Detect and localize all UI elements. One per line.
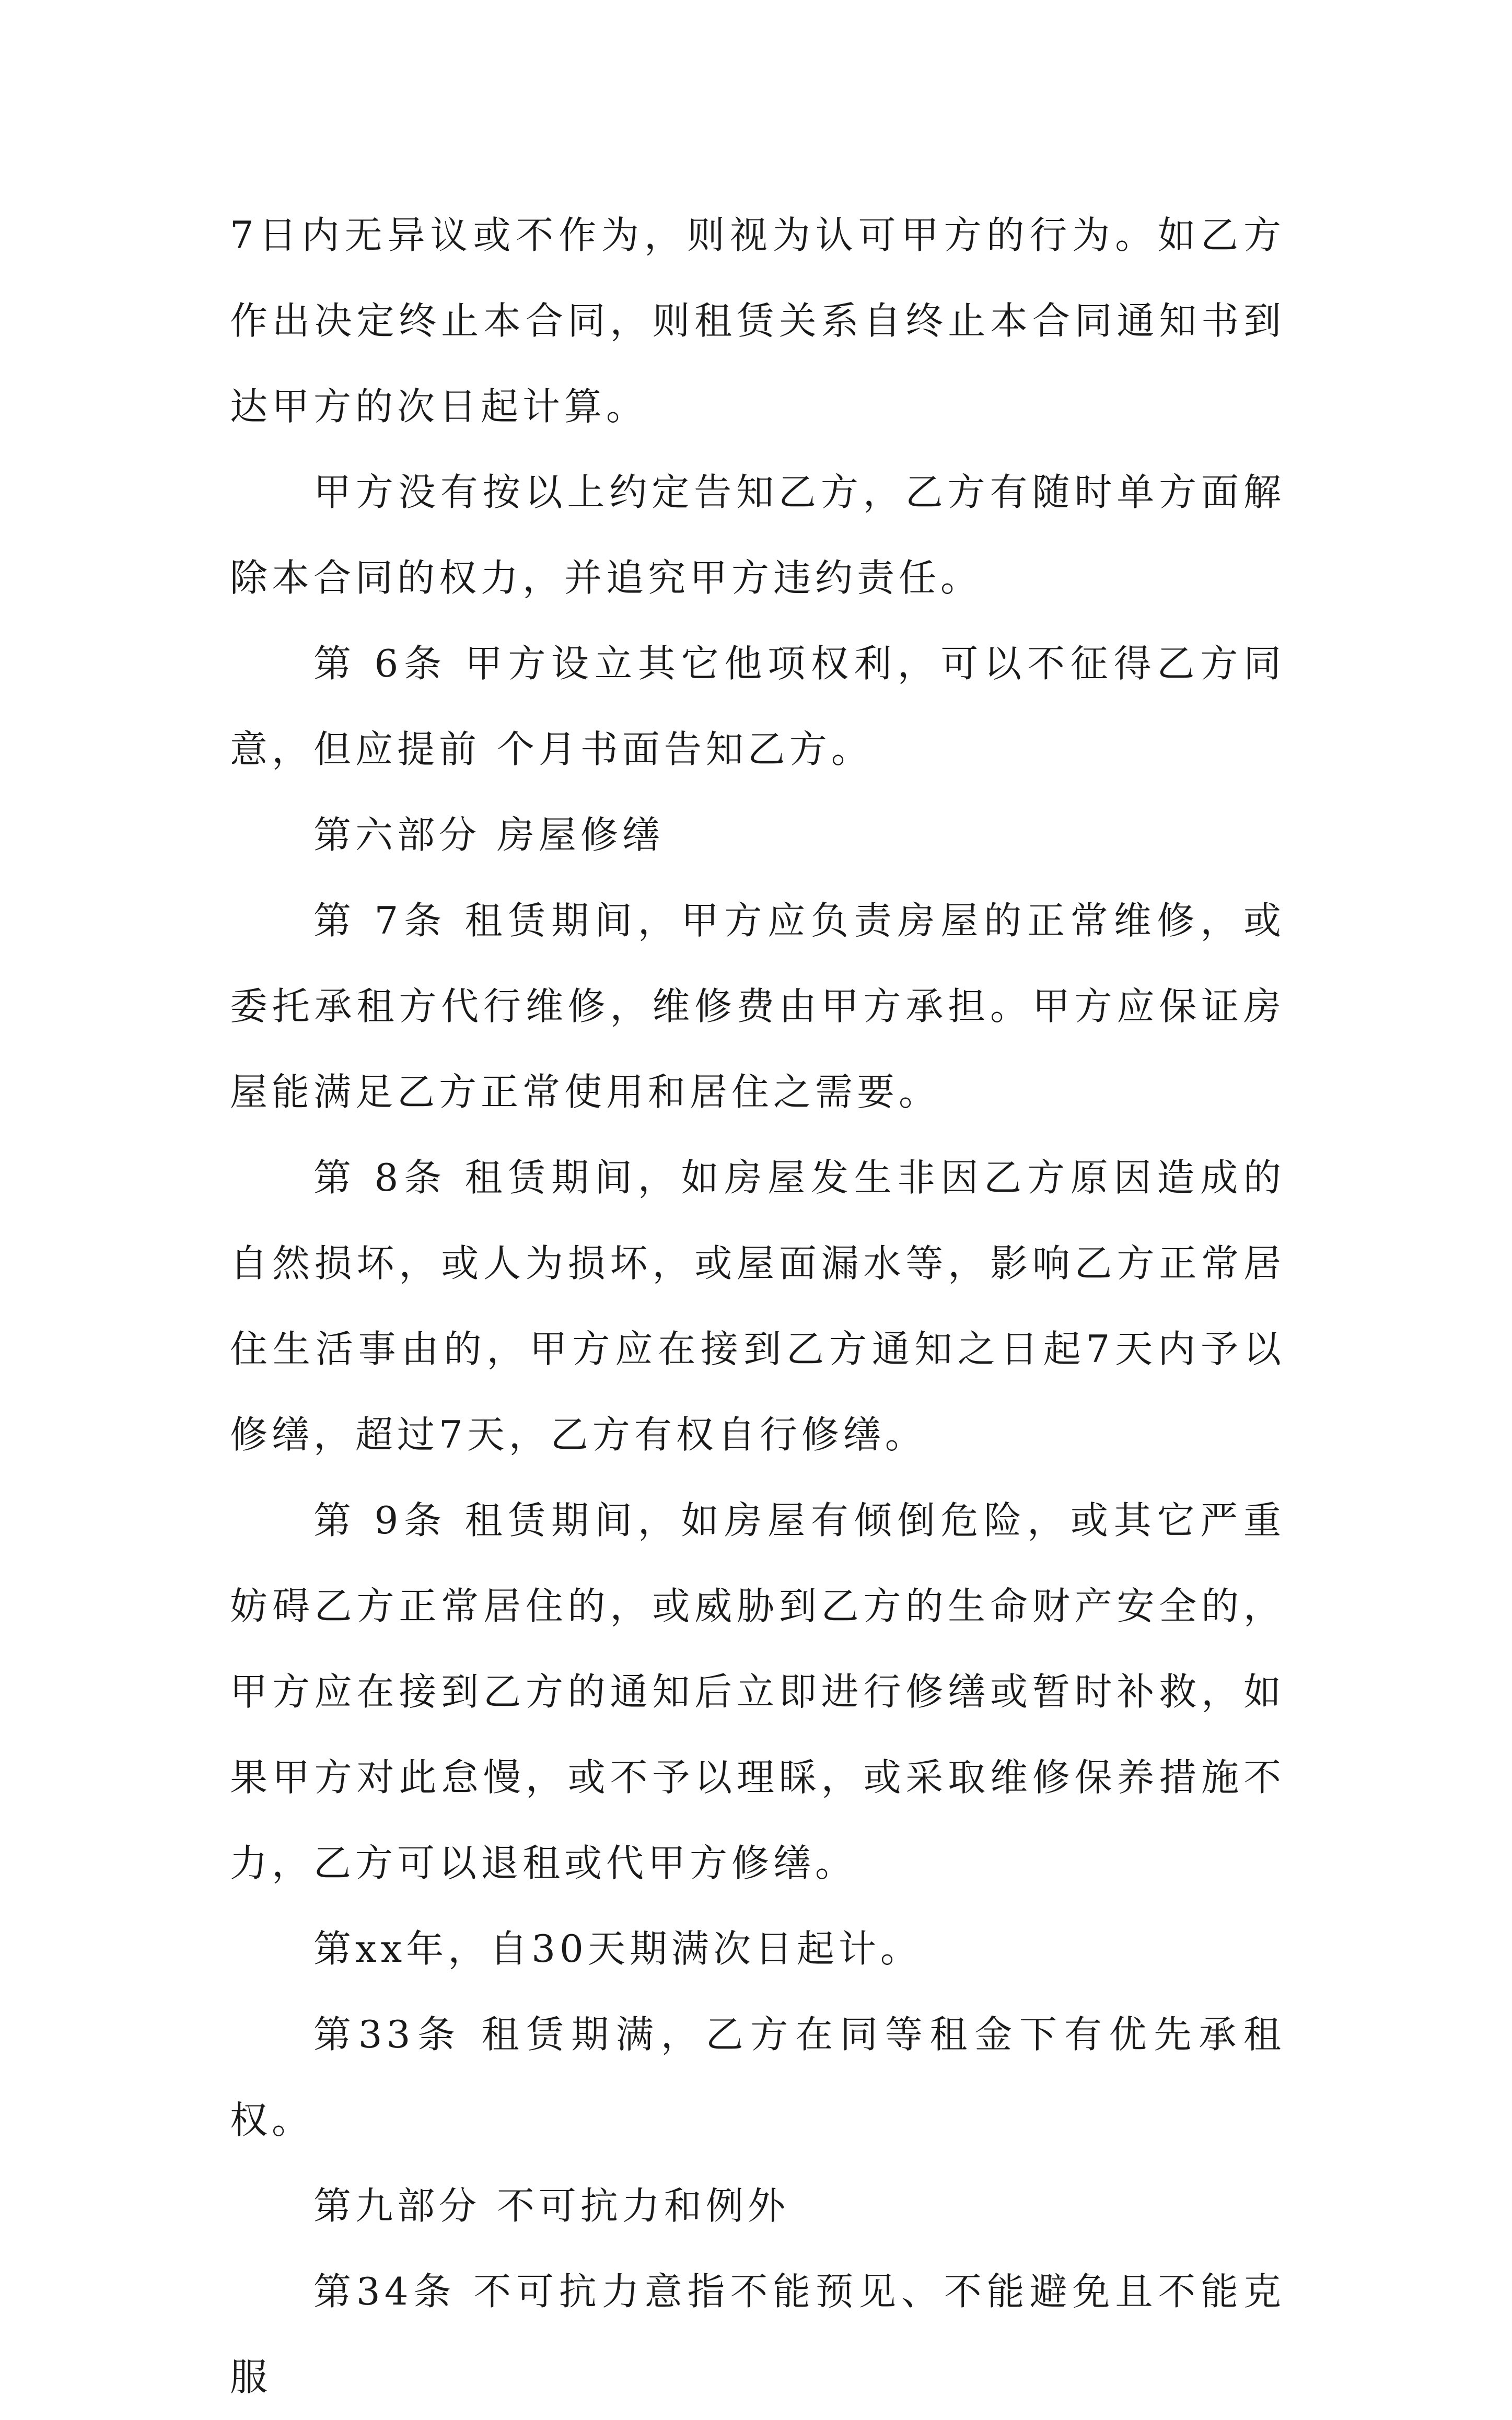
- paragraph-continuation: 7日内无异议或不作为，则视为认可甲方的行为。如乙方作出决定终止本合同，则租赁关系自终止本合同通知书到达甲方的次日起计算。: [230, 213, 1285, 428]
- section-heading-force-majeure: 第九部分 不可抗力和例外: [313, 2184, 789, 2228]
- paragraph-article-6: 第 6条 甲方设立其它他项权利，可以不征得乙方同意，但应提前 个月书面告知乙方。: [230, 642, 1285, 771]
- document-body: [230, 192, 1285, 2420]
- paragraph-article-8: 第 8条 租赁期间，如房屋发生非因乙方原因造成的自然损坏，或人为损坏，或屋面漏水等，影响乙方正常居住生活事由的，甲方应在接到乙方通知之日起7天内予以修缮，超过7天，乙方有权自行修缮。: [230, 1156, 1285, 1457]
- paragraph-article-34: 第34条 不可抗力意指不能预见、不能避免且不能克服: [230, 2270, 1285, 2399]
- paragraph-term-year: 第xx年，自30天期满次日起计。: [313, 1927, 922, 1971]
- section-heading-repairs: 第六部分 房屋修缮: [313, 813, 664, 857]
- paragraph-notice-clause: 甲方没有按以上约定告知乙方，乙方有随时单方面解除本合同的权力，并追究甲方违约责任。: [230, 470, 1285, 600]
- paragraph-article-33: 第33条 租赁期满，乙方在同等租金下有优先承租权。: [230, 2012, 1285, 2142]
- paragraph-article-7: 第 7条 租赁期间，甲方应负责房屋的正常维修，或委托承租方代行维修，维修费由甲方承担。甲方应保证房屋能满足乙方正常使用和居住之需要。: [230, 899, 1285, 1114]
- paragraph-article-9: 第 9条 租赁期间，如房屋有倾倒危险，或其它严重妨碍乙方正常居住的，或威胁到乙方的生命财产安全的，甲方应在接到乙方的通知后立即进行修缮或暂时补救，如果甲方对此怠慢，或不予以理睬，或采取维修保养措施不力，乙方可以退租或代甲方修缮。: [230, 1498, 1285, 1885]
